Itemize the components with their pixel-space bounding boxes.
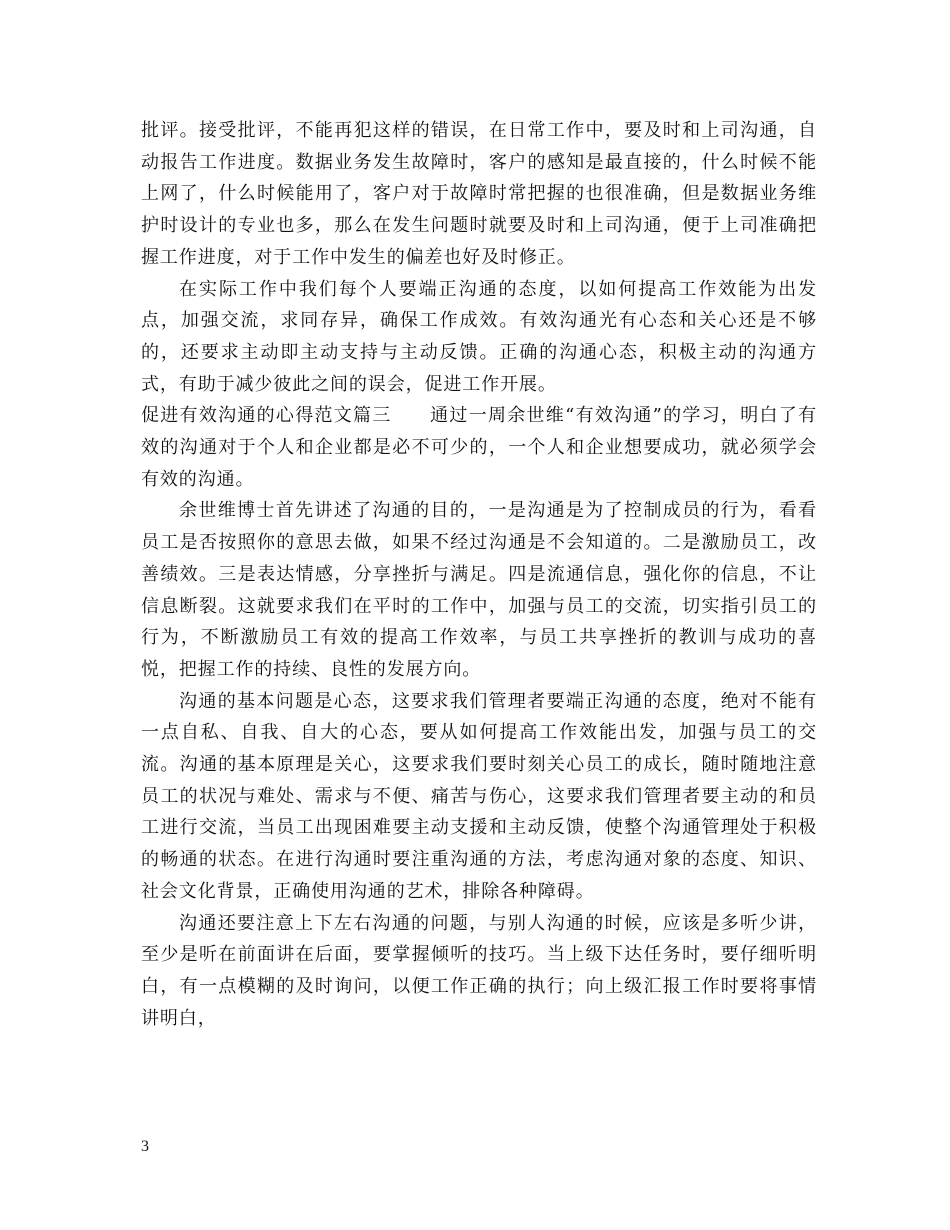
paragraph-6: 沟通还要注意上下左右沟通的问题，与别人沟通的时候，应该是多听少讲，至少是听在前面讲在后面，要掌握倾听的技巧。当上级下达任务时，要仔细听明白，有一点模糊的及时询问，以便工作正确的执行；向上级汇报工作时要将事情讲明白， [141, 912, 817, 1029]
paragraph-2: 在实际工作中我们每个人要端正沟通的态度，以如何提高工作效能为出发点，加强交流，求同存异，确保工作成效。有效沟通光有心态和关心还是不够的，还要求主动即主动支持与主动反馈。正确的沟通心态，积极主动的沟通方式，有助于减少彼此之间的误会，促进工作开展。 [141, 278, 817, 395]
page-number: 3 [141, 1138, 149, 1155]
paragraph-3-section-heading: 促进有效沟通的心得范文篇三 通过一周余世维“有效沟通”的学习，明白了有效的沟通对于个人和企业都是必不可少的，一个人和企业想要成功，就必须学会有效的沟通。 [141, 405, 817, 490]
paragraph-4: 余世维博士首先讲述了沟通的目的，一是沟通是为了控制成员的行为，看看员工是否按照你的意思去做，如果不经过沟通是不会知道的。二是激励员工，改善绩效。三是表达情感，分享挫折与满足。四是流通信息，强化你的信息，不让信息断裂。这就要求我们在平时的工作中，加强与员工的交流，切实指引员工的行为，不断激励员工有效的提高工作效率，与员工共享挫折的教训与成功的喜悦，把握工作的持续、良性的发展方向。 [141, 500, 817, 680]
document-body [141, 115, 817, 1034]
paragraph-5: 沟通的基本问题是心态，这要求我们管理者要端正沟通的态度，绝对不能有一点自私、自我、自大的心态，要从如何提高工作效能出发，加强与员工的交流。沟通的基本原理是关心，这要求我们要时刻关心员工的成长，随时随地注意员工的状况与难处、需求与不便、痛苦与伤心，这要求我们管理者要主动的和员工进行交流，当员工出现困难要主动支援和主动反馈，使整个沟通管理处于积极的畅通的状态。在进行沟通时要注重沟通的方法，考虑沟通对象的态度、知识、社会文化背景，正确使用沟通的艺术，排除各种障碍。 [141, 690, 817, 902]
paragraph-1: 批评。接受批评，不能再犯这样的错误，在日常工作中，要及时和上司沟通，自动报告工作进度。数据业务发生故障时，客户的感知是最直接的，什么时候不能上网了，什么时候能用了，客户对于故障时常把握的也很准确，但是数据业务维护时设计的专业也多，那么在发生问题时就要及时和上司沟通，便于上司准确把握工作进度，对于工作中发生的偏差也好及时修正。 [141, 120, 817, 268]
